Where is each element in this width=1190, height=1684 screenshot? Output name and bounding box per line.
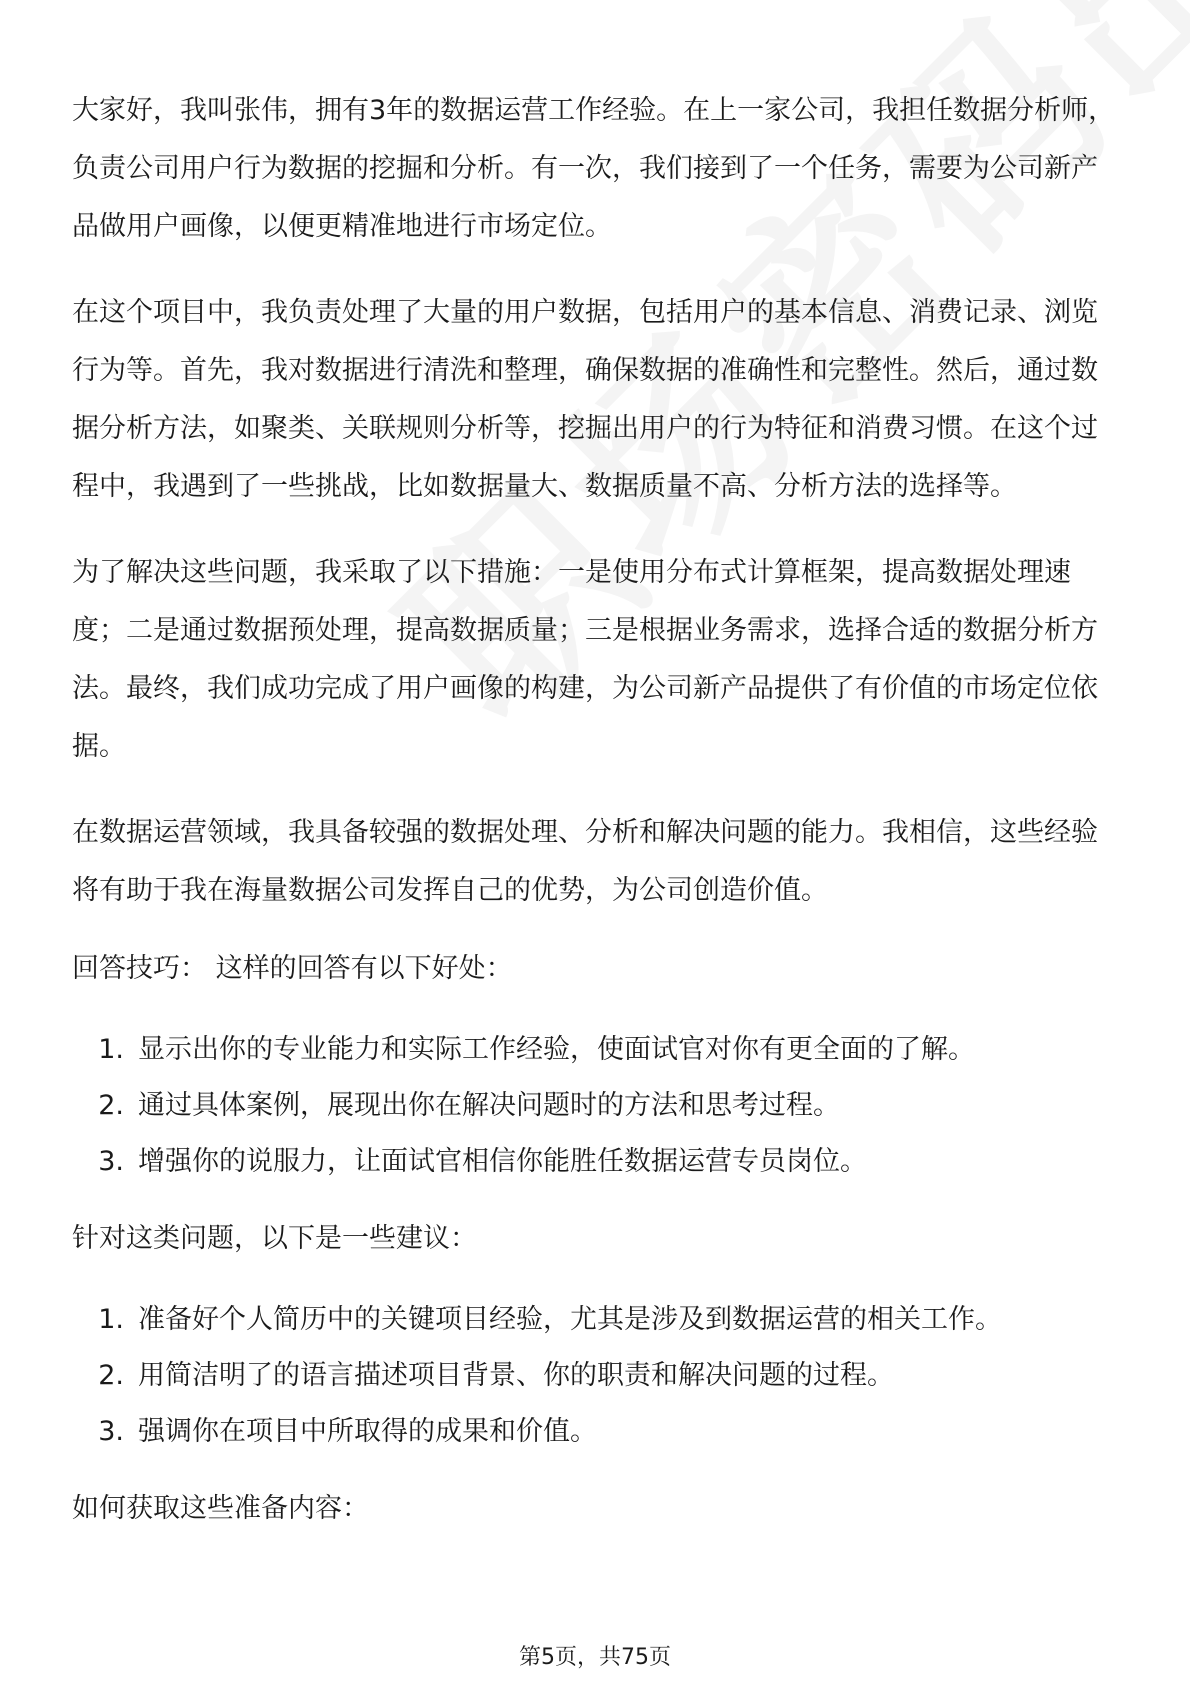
list-item bbox=[72, 1078, 1122, 1134]
list-number: 2. bbox=[98, 1090, 124, 1121]
list-number: 2. bbox=[98, 1360, 124, 1391]
advice-heading: 针对这类问题，以下是一些建议： bbox=[72, 1223, 477, 1254]
list-text: 显示出你的专业能力和实际工作经验，使面试官对你有更全面的了解。 bbox=[138, 1034, 975, 1065]
list-item bbox=[72, 1134, 1122, 1190]
document-body bbox=[72, 82, 1122, 1538]
list-item bbox=[72, 1292, 1122, 1348]
paragraph-intro: 大家好，我叫张伟，拥有3年的数据运营工作经验。在上一家公司，我担任数据分析师，负责公司用户行为数据的挖掘和分析。有一次，我们接到了一个任务，需要为公司新产品做用户画像，以便更精准地进行市场定位。 bbox=[72, 95, 1116, 242]
paragraph-solution: 为了解决这些问题，我采取了以下措施：一是使用分布式计算框架，提高数据处理速度；二是通过数据预处理，提高数据质量；三是根据业务需求，选择合适的数据分析方法。最终，我们成功完成了用户画像的构建，为公司新产品提供了有价值的市场定位依据。 bbox=[72, 557, 1098, 762]
list-text: 准备好个人简历中的关键项目经验，尤其是涉及到数据运营的相关工作。 bbox=[138, 1304, 1002, 1335]
list-text: 增强你的说服力，让面试官相信你能胜任数据运营专员岗位。 bbox=[138, 1146, 867, 1177]
list-number: 1. bbox=[98, 1034, 124, 1065]
list-text: 用简洁明了的语言描述项目背景、你的职责和解决问题的过程。 bbox=[138, 1360, 894, 1391]
paragraph-capability: 在数据运营领域，我具备较强的数据处理、分析和解决问题的能力。我相信，这些经验将有助于我在海量数据公司发挥自己的优势，为公司创造价值。 bbox=[72, 817, 1098, 906]
list-item bbox=[72, 1022, 1122, 1078]
advice-list bbox=[72, 1292, 1122, 1460]
paragraph-project: 在这个项目中，我负责处理了大量的用户数据，包括用户的基本信息、消费记录、浏览行为等。首先，我对数据进行清洗和整理，确保数据的准确性和完整性。然后，通过数据分析方法，如聚类、关联规则分析等，挖掘出用户的行为特征和消费习惯。在这个过程中，我遇到了一些挑战，比如数据量大、数据质量不高、分析方法的选择等。 bbox=[72, 297, 1098, 502]
list-number: 3. bbox=[98, 1146, 124, 1177]
list-number: 1. bbox=[98, 1304, 124, 1335]
tips-list bbox=[72, 1022, 1122, 1190]
closing-heading: 如何获取这些准备内容： bbox=[72, 1493, 369, 1524]
list-number: 3. bbox=[98, 1416, 124, 1447]
tips-heading: 回答技巧： 这样的回答有以下好处： bbox=[72, 953, 513, 984]
list-item bbox=[72, 1404, 1122, 1460]
list-item bbox=[72, 1348, 1122, 1404]
list-text: 强调你在项目中所取得的成果和价值。 bbox=[138, 1416, 597, 1447]
page-number: 第5页，共75页 bbox=[519, 1645, 671, 1670]
list-text: 通过具体案例，展现出你在解决问题时的方法和思考过程。 bbox=[138, 1090, 840, 1121]
